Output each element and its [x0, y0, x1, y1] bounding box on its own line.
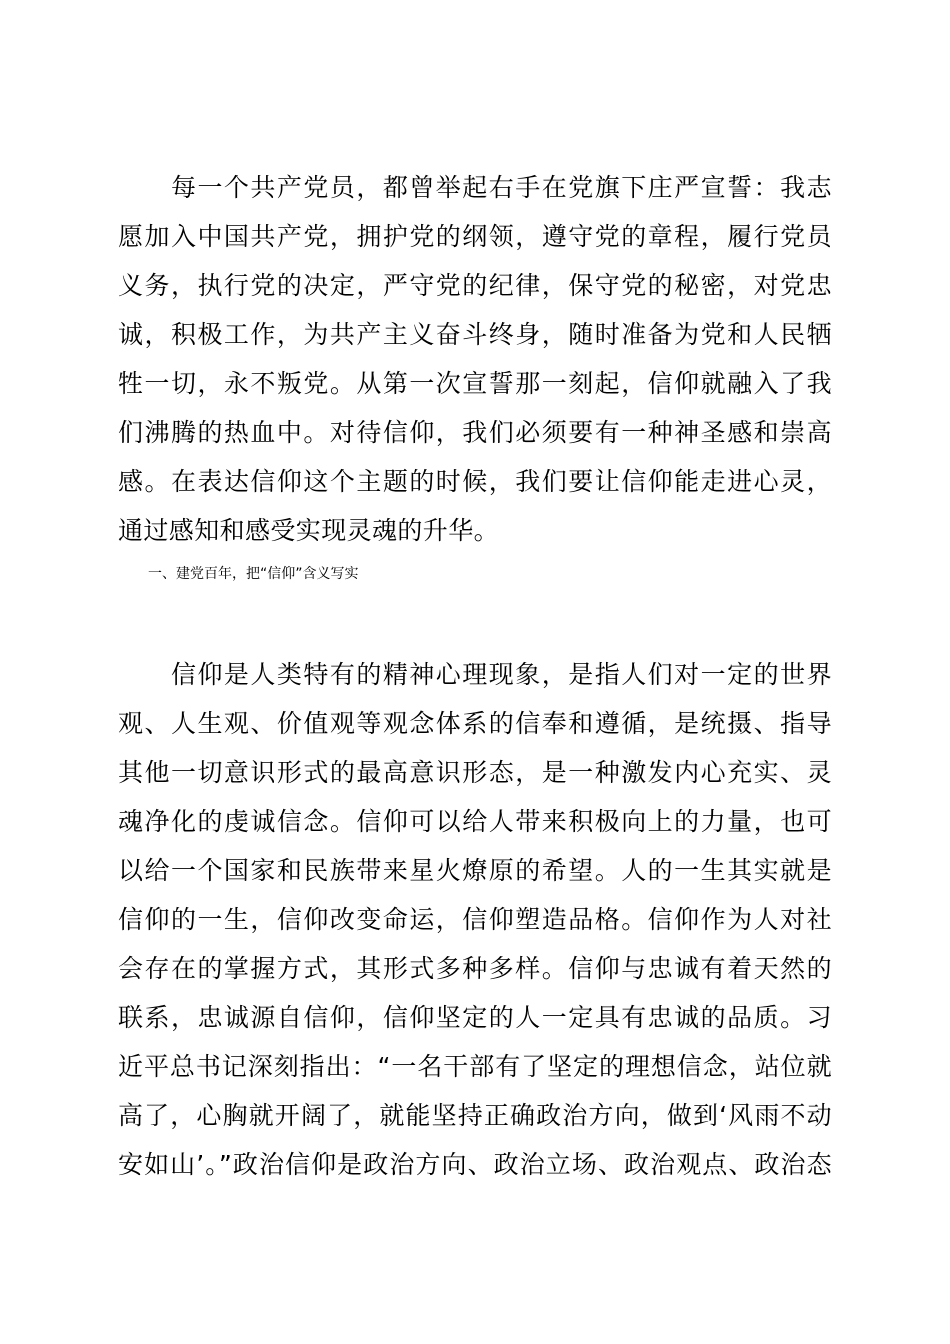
- section-heading: 一、建党百年，把“信仰”含义写实: [148, 566, 359, 582]
- text-line: 联系，忠诚源自信仰，信仰坚定的人一定具有忠诚的品质。习: [118, 1003, 832, 1032]
- text-line: 会存在的掌握方式，其形式多种多样。信仰与忠诚有着天然的: [118, 954, 832, 983]
- text-line: 们沸腾的热血中。对待信仰，我们必须要有一种神圣感和崇高: [118, 418, 832, 447]
- section-heading-block: [118, 555, 832, 650]
- text-line: 信仰的一生，信仰改变命运，信仰塑造品格。信仰作为人对社: [118, 905, 832, 934]
- text-line: 通过感知和感受实现灵魂的升华。: [118, 516, 500, 545]
- text-line: 每一个共产党员，都曾举起右手在党旗下庄严宣誓：我志: [118, 173, 832, 202]
- text-line: 感。在表达信仰这个主题的时候，我们要让信仰能走进心灵，: [118, 467, 832, 496]
- text-line: 义务，执行党的决定，严守党的纪律，保守党的秘密，对党忠: [118, 271, 832, 300]
- text-line: 高了，心胸就开阔了，就能坚持正确政治方向，做到‘风雨不动: [118, 1101, 832, 1130]
- text-line: 安如山’。”政治信仰是政治方向、政治立场、政治观点、政治态: [118, 1150, 832, 1179]
- text-line: 近平总书记深刻指出：“一名干部有了坚定的理想信念，站位就: [118, 1052, 832, 1081]
- text-line: 信仰是人类特有的精神心理现象，是指人们对一定的世界: [118, 660, 832, 689]
- text-line: 其他一切意识形式的最高意识形态，是一种激发内心充实、灵: [118, 758, 832, 787]
- text-line: 以给一个国家和民族带来星火燎原的希望。人的一生其实就是: [118, 856, 832, 885]
- text-line: 牲一切，永不叛党。从第一次宣誓那一刻起，信仰就融入了我: [118, 369, 832, 398]
- document-body: [118, 163, 832, 1189]
- paragraph-belief: [118, 650, 832, 1189]
- paragraph-oath: [118, 163, 832, 555]
- text-line: 愿加入中国共产党，拥护党的纲领，遵守党的章程，履行党员: [118, 222, 832, 251]
- text-line: 诚，积极工作，为共产主义奋斗终身，随时准备为党和人民牺: [118, 320, 832, 349]
- text-line: 观、人生观、价值观等观念体系的信奉和遵循，是统摄、指导: [118, 709, 832, 738]
- text-line: 魂净化的虔诚信念。信仰可以给人带来积极向上的力量，也可: [118, 807, 832, 836]
